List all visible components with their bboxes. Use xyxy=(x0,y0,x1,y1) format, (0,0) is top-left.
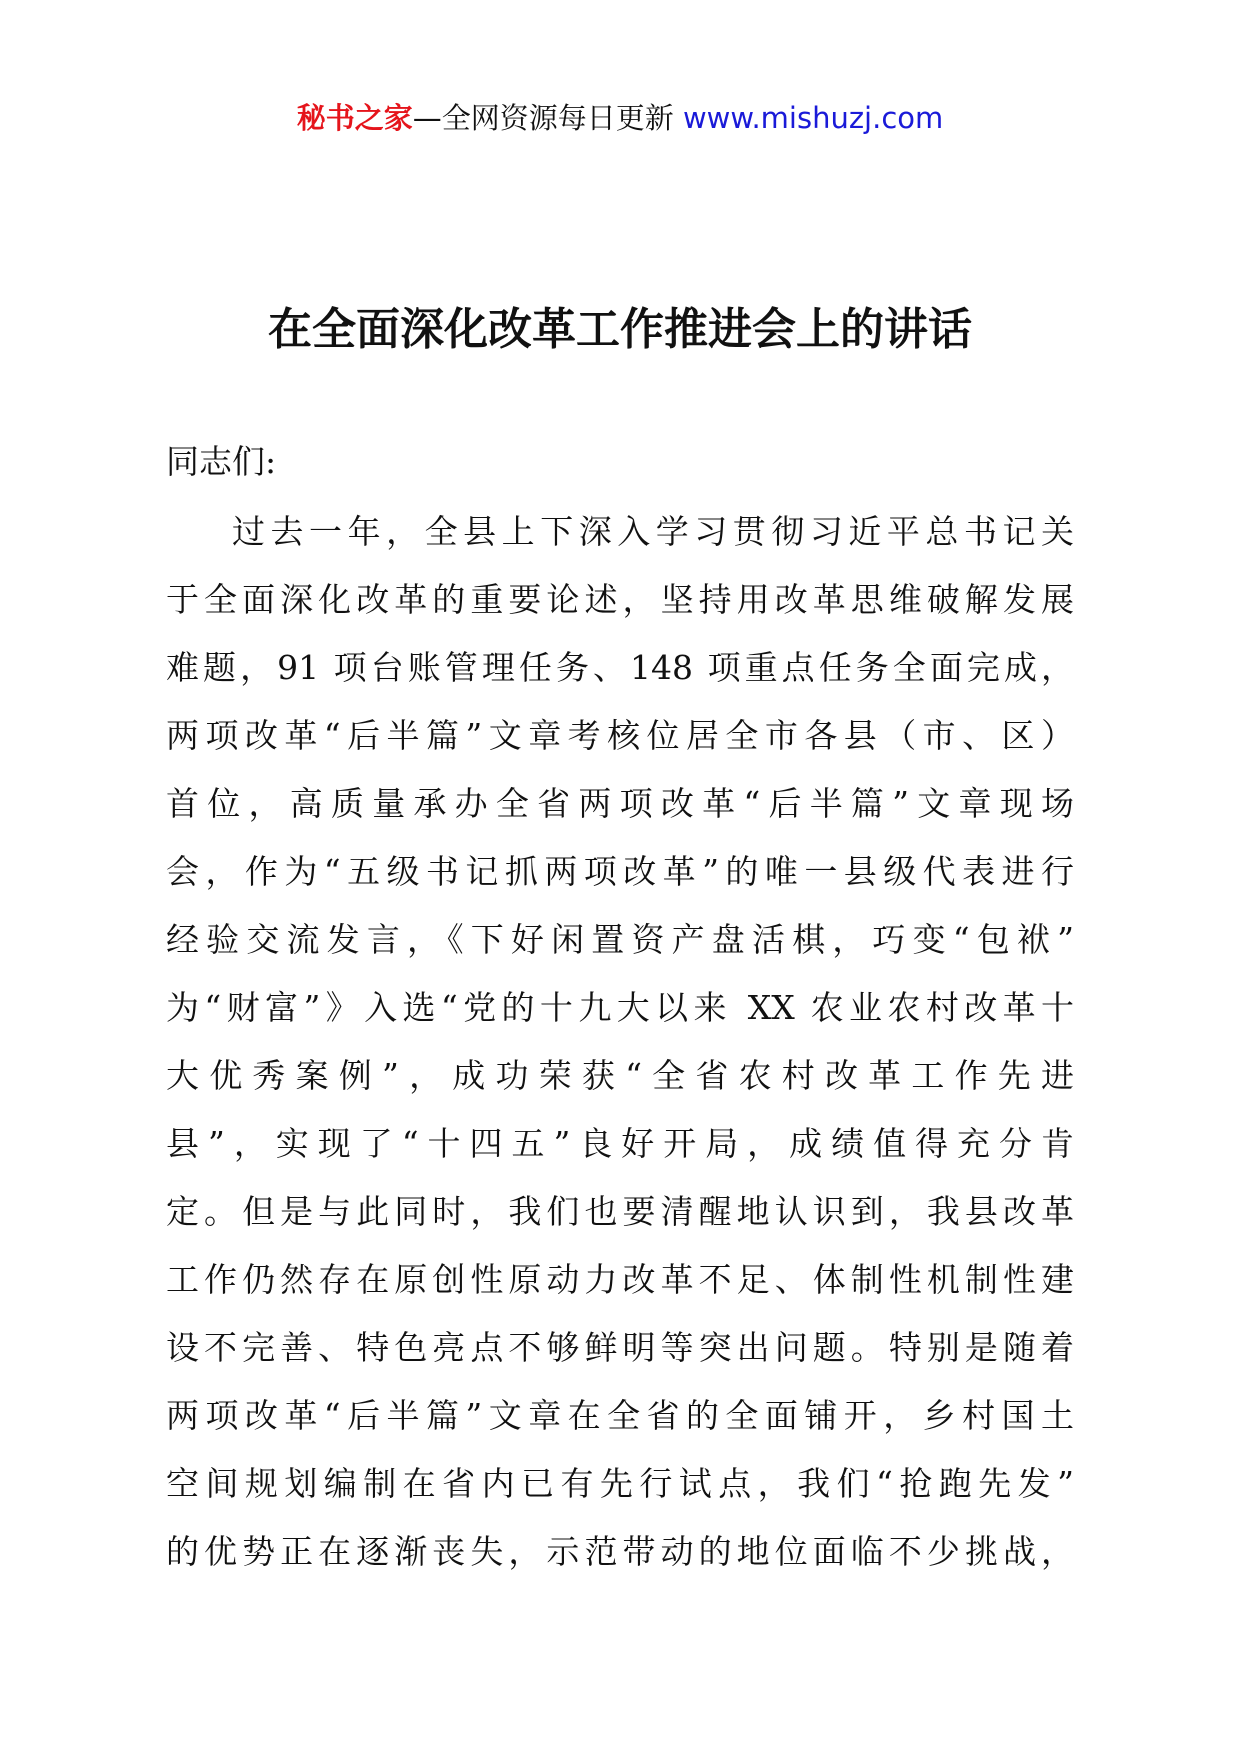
paragraph-line: 县”，实现了“十四五”良好开局，成绩值得充分肯 xyxy=(166,1124,1074,1163)
paragraph-line: 设不完善、特色亮点不够鲜明等突出问题。特别是随着 xyxy=(166,1328,1074,1367)
paragraph-line: 为“财富”》入选“党的十九大以来 XX 农业农村改革十 xyxy=(166,988,1074,1027)
paragraph-line: 两项改革“后半篇”文章在全省的全面铺开，乡村国土 xyxy=(166,1396,1074,1435)
salutation: 同志们: xyxy=(166,442,277,481)
paragraph-line: 空间规划编制在省内已有先行试点，我们“抢跑先发” xyxy=(166,1464,1074,1503)
paragraph-line: 的优势正在逐渐丧失，示范带动的地位面临不少挑战， xyxy=(166,1532,1074,1571)
document-title: 在全面深化改革工作推进会上的讲话 xyxy=(268,304,972,355)
paragraph-line: 定。但是与此同时，我们也要清醒地认识到，我县改革 xyxy=(166,1192,1074,1231)
paragraph-line: 于全面深化改革的重要论述，坚持用改革思维破解发展 xyxy=(166,580,1074,619)
header-tagline: —全网资源每日更新 xyxy=(412,101,674,135)
paragraph-line: 经验交流发言，《下好闲置资产盘活棋，巧变“包袱” xyxy=(166,920,1074,959)
paragraph-line: 难题，91 项台账管理任务、148 项重点任务全面完成， xyxy=(166,648,1074,687)
site-header xyxy=(0,98,1240,138)
paragraph-line: 两项改革“后半篇”文章考核位居全市各县（市、区） xyxy=(166,716,1074,755)
site-url-link[interactable]: www.mishuzj.com xyxy=(682,101,944,135)
paragraph-line: 大优秀案例”，成功荣获“全省农村改革工作先进 xyxy=(166,1056,1074,1095)
brand-name: 秘书之家 xyxy=(296,101,413,135)
paragraph-line: 过去一年，全县上下深入学习贯彻习近平总书记关 xyxy=(232,512,1074,551)
paragraph-line: 首位，高质量承办全省两项改革“后半篇”文章现场 xyxy=(166,784,1074,823)
body-paragraph xyxy=(166,498,1074,1586)
paragraph-line: 会，作为“五级书记抓两项改革”的唯一县级代表进行 xyxy=(166,852,1074,891)
paragraph-line: 工作仍然存在原创性原动力改革不足、体制性机制性建 xyxy=(166,1260,1074,1299)
